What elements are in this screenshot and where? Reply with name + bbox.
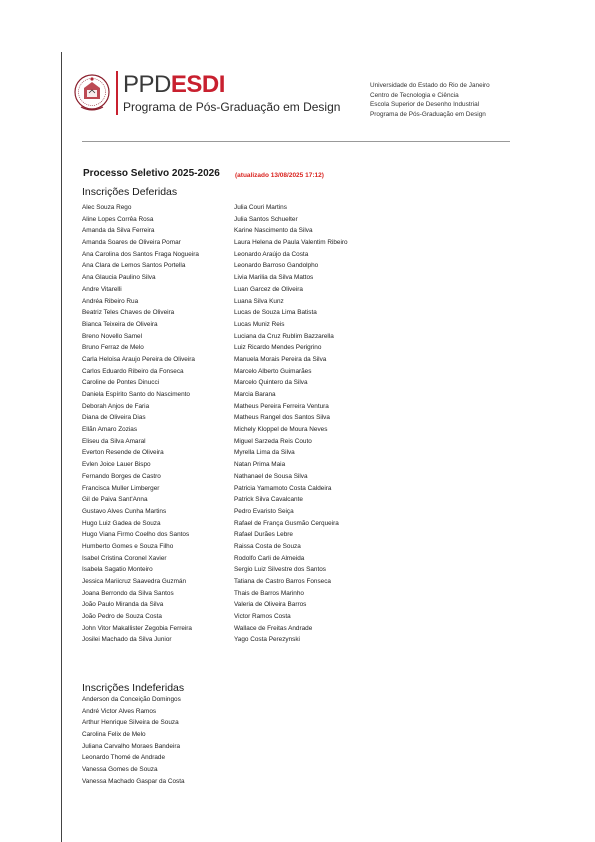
list-item: Rafael de França Gusmão Cerqueira [234, 519, 339, 527]
list-item: Nathanael de Sousa Silva [234, 472, 308, 480]
page-title: Processo Seletivo 2025-2026 [83, 168, 220, 179]
list-item: Gil de Paiva Sant'Anna [82, 496, 148, 504]
list-item: Natan Prima Maia [234, 461, 286, 469]
deferidas-list-col1 [82, 202, 199, 646]
list-item: Ellãn Amaro Zozias [82, 426, 138, 434]
list-item: Ana Glaucia Paulino Silva [82, 274, 156, 282]
list-item: Hugo Luiz Gadea de Souza [82, 519, 161, 527]
list-item: Julia Couri Martins [234, 204, 287, 211]
section-heading-indeferidas: Inscrições Indeferidas [82, 682, 185, 694]
list-item: Marcelo Quintero da Silva [234, 379, 308, 387]
deferidas-list-col2 [234, 202, 348, 646]
list-item: Lucas de Souza Lima Batista [234, 309, 317, 317]
list-item: Patrick Silva Cavalcante [234, 496, 303, 504]
list-item: Carolina Felix de Melo [82, 731, 146, 739]
indeferidas-list [82, 694, 185, 788]
list-item: Alec Souza Rego [82, 204, 132, 211]
institution-line: Centro de Tecnologia e Ciência [370, 91, 459, 99]
list-item: Diana de Oliveira Dias [82, 414, 146, 422]
list-item: Thais de Barros Marinho [234, 589, 304, 597]
logo-accent-bar [116, 71, 118, 115]
list-item: Marcelo Alberto Guimarães [234, 367, 312, 375]
list-item: Manuela Morais Pereira da Silva [234, 355, 327, 363]
list-item: João Pedro de Souza Costa [82, 613, 162, 621]
list-item: Juliana Carvalho Moraes Bandeira [82, 742, 181, 750]
list-item: Julia Santos Schuelter [234, 215, 298, 223]
list-item: Josilei Machado da Silva Junior [82, 636, 172, 644]
list-item: Caroline de Pontes Dinucci [82, 379, 160, 387]
list-item: André Victor Alves Ramos [82, 707, 157, 715]
list-item: Ana Carolina dos Santos Fraga Nogueira [82, 250, 199, 258]
list-item: Valeria de Oliveira Barros [234, 601, 307, 609]
list-item: Amanda da Silva Ferreira [82, 227, 155, 235]
list-item: Miguel Sarzeda Reis Couto [234, 437, 312, 445]
list-item: Raissa Costa de Souza [234, 542, 301, 550]
list-item: Luana Silva Kunz [234, 297, 284, 305]
list-item: Joana Berrondo da Silva Santos [82, 589, 174, 597]
institution-line: Universidade do Estado do Rio de Janeiro [370, 82, 490, 89]
list-item: Ana Clara de Lemos Santos Portella [82, 262, 186, 270]
university-seal-icon [73, 73, 111, 115]
list-item: Vanessa Gomes de Souza [82, 766, 158, 774]
list-item: Rodolfo Carli de Almeida [234, 554, 305, 562]
list-item: Fernando Borges de Castro [82, 472, 161, 480]
list-item: Leonardo Araújo da Costa [234, 250, 309, 258]
list-item: Carla Heloisa Araujo Pereira de Oliveira [82, 355, 195, 363]
updated-timestamp: (atualizado 13/08/2025 17:12) [235, 172, 324, 179]
list-item: Luiz Ricardo Mendes Perigrino [234, 344, 322, 352]
list-item: Leonardo Barroso Gandolpho [234, 262, 319, 270]
list-item: Hugo Viana Firmo Coelho dos Santos [82, 531, 190, 539]
list-item: Humberto Gomes e Souza Filho [82, 542, 174, 550]
list-item: Arthur Henrique Silveira de Souza [82, 719, 179, 727]
list-item: Karine Nascimento da Silva [234, 227, 313, 235]
list-item: Deborah Anjos de Faria [82, 402, 150, 410]
header-divider [82, 141, 510, 142]
logo-ppd-text: PPD [123, 71, 171, 98]
list-item: Sergio Luiz Silvestre dos Santos [234, 566, 327, 574]
list-item: Yago Costa Perezynski [234, 636, 300, 644]
list-item: Patricia Yamamoto Costa Caldeira [234, 484, 332, 492]
list-item: Everton Resende de Oliveira [82, 449, 164, 457]
list-item: Amanda Soares de Oliveira Pomar [82, 239, 181, 247]
list-item: Leonardo Thomé de Andrade [82, 754, 166, 762]
list-item: Michely Kloppel de Moura Neves [234, 426, 328, 434]
list-item: Isabel Cristina Coronel Xavier [82, 554, 167, 562]
list-item: Andréa Ribeiro Rua [82, 297, 139, 305]
list-item: Bruno Ferraz de Melo [82, 344, 144, 352]
list-item: Rafael Durães Lebre [234, 531, 293, 539]
institution-line: Programa de Pós-Graduação em Design [370, 110, 486, 118]
list-item: Matheus Pereira Ferreira Ventura [234, 402, 329, 410]
list-item: Andre Vitarelli [82, 285, 122, 293]
list-item: Beatriz Teles Chaves de Oliveira [82, 309, 175, 317]
logo-esdi-text: ESDI [170, 71, 225, 98]
list-item: Aline Lopes Corrêa Rosa [82, 215, 154, 223]
list-item: Luan Garcez de Oliveira [234, 285, 303, 293]
list-item: Breno Novello Samel [82, 332, 143, 340]
institution-line: Escola Superior de Desenho Industrial [370, 101, 480, 109]
list-item: John Vitor Makallister Zegobia Ferreira [82, 624, 192, 632]
list-item: Matheus Rangel dos Santos Silva [234, 414, 330, 422]
list-item: João Paulo Miranda da Silva [82, 601, 164, 609]
institution-block [370, 81, 490, 119]
list-item: Laura Helena de Paula Valentim Ribeiro [234, 239, 348, 247]
list-item: Carlos Eduardo Ribeiro da Fonseca [82, 367, 184, 375]
list-item: Anderson da Conceição Domingos [82, 696, 181, 703]
list-item: Luciana da Cruz Rublim Bazzarella [234, 332, 334, 340]
list-item: Jessica Mariicruz Saavedra Guzmán [82, 578, 187, 585]
list-item: Daniela Espírito Santo do Nascimento [82, 391, 190, 398]
list-item: Evlen Joice Lauer Bispo [82, 461, 151, 469]
list-item: Gustavo Alves Cunha Martins [82, 507, 167, 515]
list-item: Lucas Muniz Reis [234, 320, 285, 328]
list-item: Tatiana de Castro Barros Fonseca [234, 578, 331, 585]
list-item: Vanessa Machado Gaspar da Costa [82, 777, 185, 785]
list-item: Livia Marilia da Silva Mattos [234, 274, 314, 282]
list-item: Eliseu da Silva Amaral [82, 437, 146, 445]
list-item: Myrella Lima da Silva [234, 449, 295, 457]
list-item: Pedro Evaristo Seiça [234, 507, 294, 515]
list-item: Bianca Teixeira de Oliveira [82, 320, 158, 328]
list-item: Marcia Barana [234, 391, 276, 398]
left-margin-line [61, 52, 62, 842]
section-heading-deferidas: Inscrições Deferidas [82, 186, 178, 198]
logo-subtitle: Programa de Pós-Graduação em Design [123, 100, 341, 114]
ppdesdi-logo [123, 72, 225, 98]
list-item: Wallace de Freitas Andrade [234, 624, 313, 632]
list-item: Isabela Sagatio Monteiro [82, 566, 153, 574]
list-item: Victor Ramos Costa [234, 613, 291, 621]
list-item: Francisca Muller Limberger [82, 484, 160, 492]
